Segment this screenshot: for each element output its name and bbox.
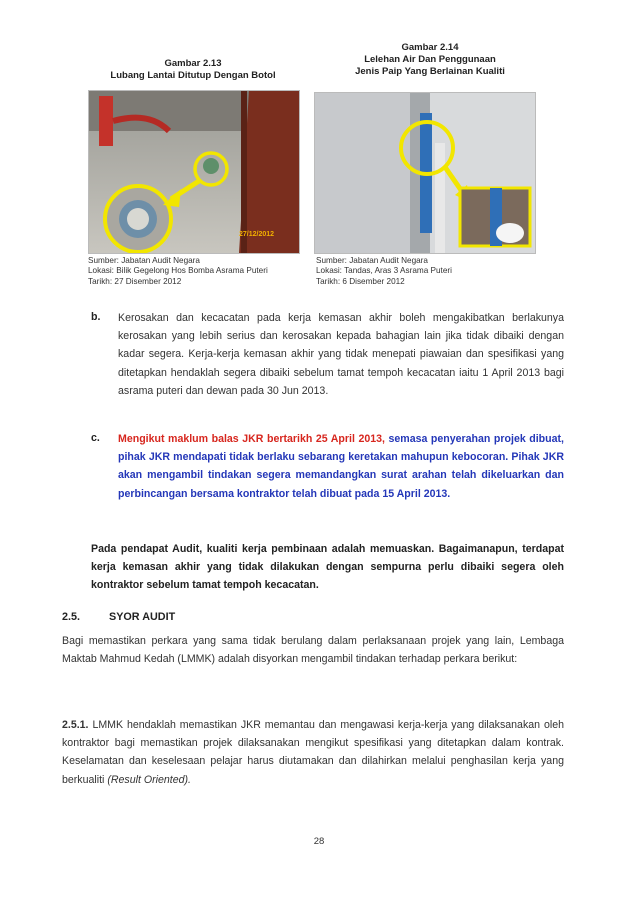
item-c-paragraph: [118, 430, 564, 503]
jkr-response-date: Mengikut maklum balas JKR bertarikh 25 April 2013,: [118, 433, 385, 445]
recommendation-intro: Bagi memastikan perkara yang sama tidak berulang dalam perlaksanaan projek yang lain, Lembaga Maktab Mahmud Kedah (LMMK) adalah disyorkan mengambil tindakan terhadap perkara berikut:: [62, 635, 564, 666]
section-number: 2.5.: [62, 611, 81, 623]
figure-2-13-source: [88, 256, 308, 287]
recommendation-number: 2.5.1.: [62, 719, 89, 731]
figure-2-14-title-line2: Jenis Paip Yang Berlainan Kualiti: [355, 66, 505, 77]
figure-2-14-caption: [320, 42, 540, 78]
recommendation-italic: (Result Oriented).: [107, 773, 191, 786]
figure-2-14-title-line1: Lelehan Air Dan Penggunaan: [364, 54, 496, 65]
item-b-label: b.: [91, 311, 101, 323]
audit-opinion: Pada pendapat Audit, kualiti kerja pembinaan adalah memuaskan. Bagaimanapun, terdapat kerja kemasan akhir yang tidak dilakukan dengan sempurna perlu dibaiki segera oleh kontraktor sebelum tamat tempoh kecacatan.: [91, 543, 564, 592]
figure-2-14-source-line: Sumber: Jabatan Audit Negara: [316, 256, 428, 265]
jkr-response-text: semasa penyerahan projek dibuat, pihak JKR mendapati tidak berlaku sebarang keretakan mahupun kebocoran. Pihak JKR akan mengambil tindakan segera memandangkan surat arahan telah dikeluarkan dan perbincangan bersama kontraktor telah dibuat pada 15 April 2013.: [118, 433, 564, 500]
figure-2-14-source: [316, 256, 536, 287]
figure-2-14-number: Gambar 2.14: [401, 42, 459, 53]
pipe-leak-photo: [314, 92, 536, 254]
figure-2-13-number: Gambar 2.13: [164, 58, 222, 69]
pipe-leak-photo-graphic: [315, 93, 535, 253]
figure-2-13-location-line: Lokasi: Bilik Gegelong Hos Bomba Asrama Puteri: [88, 266, 268, 276]
item-c-label: c.: [91, 432, 100, 444]
figure-2-13-date-line: Tarikh: 27 Disember 2012: [88, 276, 182, 286]
recommendation-2-5-1: [62, 716, 564, 789]
figure-2-13-caption: [88, 58, 298, 82]
photo-date-stamp: 27/12/2012: [239, 231, 275, 238]
figure-2-13-title: Lubang Lantai Ditutup Dengan Botol: [110, 70, 276, 81]
figure-2-14-date-line: Tarikh: 6 Disember 2012: [316, 276, 405, 286]
floor-hole-photo: [88, 90, 300, 254]
recommendation-text: LMMK hendaklah memastikan JKR memantau dan mengawasi kerja-kerja yang dilaksanakan oleh kontraktor bagi memastikan projek dilaksanakan mengikut spesifikasi yang ditetapkan dalam kontrak. Keselamatan dan keselesaan pelajar harus diutamakan dan dilahirkan melalui penghasilan kerja yang berkualiti: [62, 719, 564, 786]
figure-2-14-location-line: Lokasi: Tandas, Aras 3 Asrama Puteri: [316, 266, 452, 276]
floor-hole-photo-graphic: [89, 91, 299, 253]
section-title: SYOR AUDIT: [109, 611, 176, 623]
item-b-paragraph: Kerosakan dan kecacatan pada kerja kemasan akhir boleh mengakibatkan berlakunya kerosakan yang lebih serius dan kerosakan kepada bahagian lain jika tidak dibaiki dengan kadar segera. Kerja-kerja kemasan akhir yang tidak menepati piawaian dan spesifikasi yang ditetapkan hendaklah segera dibaiki sebelum tamat tempoh kecacatan iaitu 1 April 2013 bagi asrama puteri dan dewan pada 30 Jun 2013.: [118, 312, 564, 397]
page-number: 28: [313, 836, 325, 847]
figure-2-13-source-line: Sumber: Jabatan Audit Negara: [88, 256, 200, 265]
